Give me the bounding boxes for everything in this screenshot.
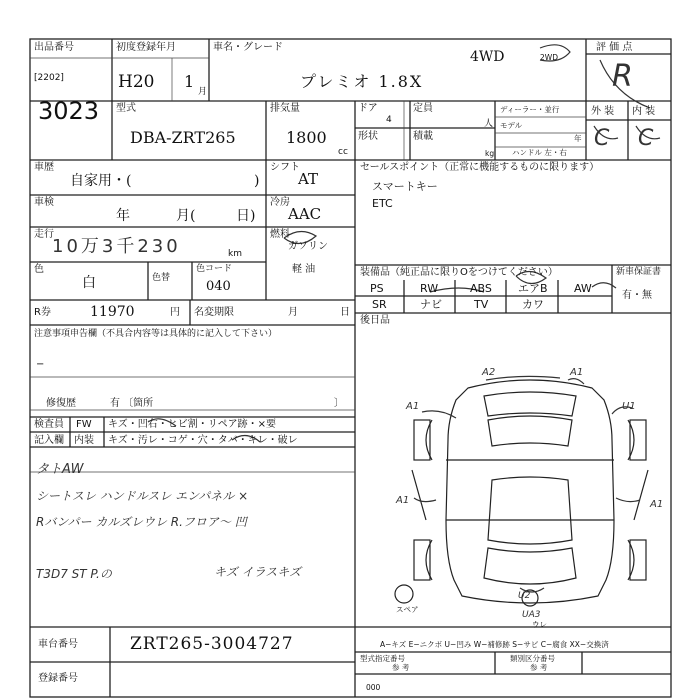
equipment-rw: RW [420,282,439,295]
new-warranty-value: 有・無 [622,290,652,301]
inspection-month: 月( [176,208,196,224]
name-change-label: 名変期限 [194,307,234,318]
designation-label: 型式指定番号 [360,654,405,663]
displacement-label: 排気量 [270,103,300,114]
sales-points-label: セールスポイント（正常に機能するものに限ります） [360,162,600,173]
chassis-label: 車台番号 [38,639,78,650]
color-code-label: 色コード [196,264,233,274]
registration-label: 登録番号 [38,673,78,684]
damage-mark: U1 [622,401,636,412]
handwritten-note-line: シートスレ ハンドルスレ エンパネル × [36,489,249,503]
recycle-yen: 円 [170,307,180,318]
equipment-abs: ABS [470,282,492,295]
rating-value: R [612,59,633,94]
handwritten-note-line: タトAW [36,462,84,477]
inspector-label: 検査員 [34,419,64,430]
fuel-label: 燃料 [270,229,290,240]
interior-label: 内 装 [632,106,656,117]
ac-label: 冷房 [270,197,290,208]
doors-label: ドア [358,103,378,114]
stamp-text: 000 [366,683,381,692]
spare-tire-label: スペア [396,605,419,614]
equipment-tv: TV [474,298,489,311]
lot-label: 出品番号 [34,42,74,53]
interior-items: キズ・汚レ・コゲ・穴・タバ・キレ・破レ [108,435,298,446]
doors-value: 4 [386,115,392,125]
record-label: 記入欄 [34,435,64,446]
color-label: 色 [34,264,44,275]
sales-point-item: スマートキー [372,180,438,193]
equipment-label: 装備品（純正品に限りOをつけてください） [360,267,558,278]
first-reg-label: 初度登録年月 [116,42,176,53]
damage-mark: A2 [482,367,496,378]
new-warranty-label: 新車保証書 [616,267,662,277]
inspection-day: 日) [236,208,256,224]
handwritten-note-line: キズ イラスキズ [214,565,301,579]
repair-history-close: 〕 [334,398,344,409]
model-name: プレミオ 1.8X [300,72,424,91]
sales-point-item: ETC [372,197,393,210]
reg-month-unit: 月 [198,87,208,97]
model-code-label: 型式 [116,103,136,114]
shift-label: シフト [270,162,300,173]
handwritten-note-line: T3D7 ST P.の [36,567,112,581]
repair-history-value: 有 〔箇所 [110,398,154,409]
reg-month: 1 [184,72,195,91]
designation-sub: 参 考 [392,663,410,672]
drive-alt: 2WD [540,53,558,62]
damage-legend: A−キズ E−ニクボ U−凹み W−補修跡 S−サビ C−腐食 XX−交換済 [380,640,609,649]
equipment-sr: SR [372,298,387,311]
displacement-unit: cc [338,147,348,157]
fuel-diesel: 軽 油 [292,264,316,275]
capacity-label: 定員 [413,103,433,114]
car-history: 自家用・( [70,173,132,189]
category-label: 類別区分番号 [510,654,555,663]
interior-tag: 内装 [74,435,94,446]
equipment-navi: ナビ [420,298,442,311]
model-year-label: モデル [500,121,523,130]
reg-era-year: H20 [118,72,155,92]
repair-history-label: 修復歴 [46,398,76,409]
lot-code: [2202] [34,73,64,83]
rating-label: 評 価 点 [596,42,633,53]
equipment-aw: AW [574,282,592,295]
damage-mark: A1 [650,499,664,510]
shift-value: AT [298,170,319,188]
equipment-leather: カワ [522,298,544,311]
mileage-value: 10万3千230 [52,236,181,257]
dealer-label: ディーラー・並行 [500,105,560,114]
interior-grade: C [638,126,654,151]
chassis-number: ZRT265-3004727 [130,634,294,654]
model-code: DBA-ZRT265 [130,128,236,147]
caution-label: 注意事項申告欄（不具合内容等は具体的に記入して下さい） [34,329,278,339]
exterior-label: 外 装 [591,106,615,117]
color-value: 白 [82,275,96,291]
damage-mark: A1 [570,367,584,378]
handle-label: ハンドル 左・右 [512,148,567,157]
exterior-grade: C [594,126,610,151]
afterthought-label: 後日品 [360,315,390,326]
ac-value: AAC [288,205,322,223]
model-year-unit: 年 [574,134,582,143]
color-code: 040 [206,279,231,294]
drive-type: 4WD [470,49,505,65]
inspection-label: 車検 [34,197,54,208]
equipment-airbag: エアB [518,282,548,295]
caution-dash: − [36,359,45,370]
fw-tag: FW [76,419,92,430]
mileage-unit: km [228,249,242,259]
color-change-label: 色替 [152,273,171,283]
damage-mark: UA3 [522,610,541,620]
car-history-close: ) [254,173,260,189]
damage-mark: A1 [396,495,410,506]
category-sub: 参 考 [530,663,548,672]
name-change-month: 月 [288,307,298,318]
recycle-amount: 11970 [90,304,135,320]
mileage-label: 走行 [34,229,54,240]
damage-mark-sub: ウレ [532,620,547,629]
load-label: 積載 [413,131,433,142]
equipment-ps: PS [370,282,384,295]
fw-items: キズ・凹右・ヒビ割・リペア跡・×要 [108,419,276,430]
capacity-unit: 人 [484,119,494,129]
name-change-day: 日 [340,307,350,318]
name-grade-label: 車名・グレード [213,42,283,53]
load-unit: kg [485,149,495,158]
shape-label: 形状 [358,131,378,142]
car-body-diagram [395,380,648,606]
lot-number: 3023 [38,97,100,125]
fuel-gasoline: ガソリン [288,241,328,252]
car-history-label: 車歴 [34,162,54,173]
recycle-label: R券 [34,307,51,318]
damage-mark: A1 [406,401,420,412]
inspection-year: 年 [116,208,130,224]
damage-mark: U2 [518,591,531,601]
displacement: 1800 [286,128,327,147]
handwritten-note-line: Rバンパー カルズレウレ R.フロア〜 凹 [36,515,247,529]
